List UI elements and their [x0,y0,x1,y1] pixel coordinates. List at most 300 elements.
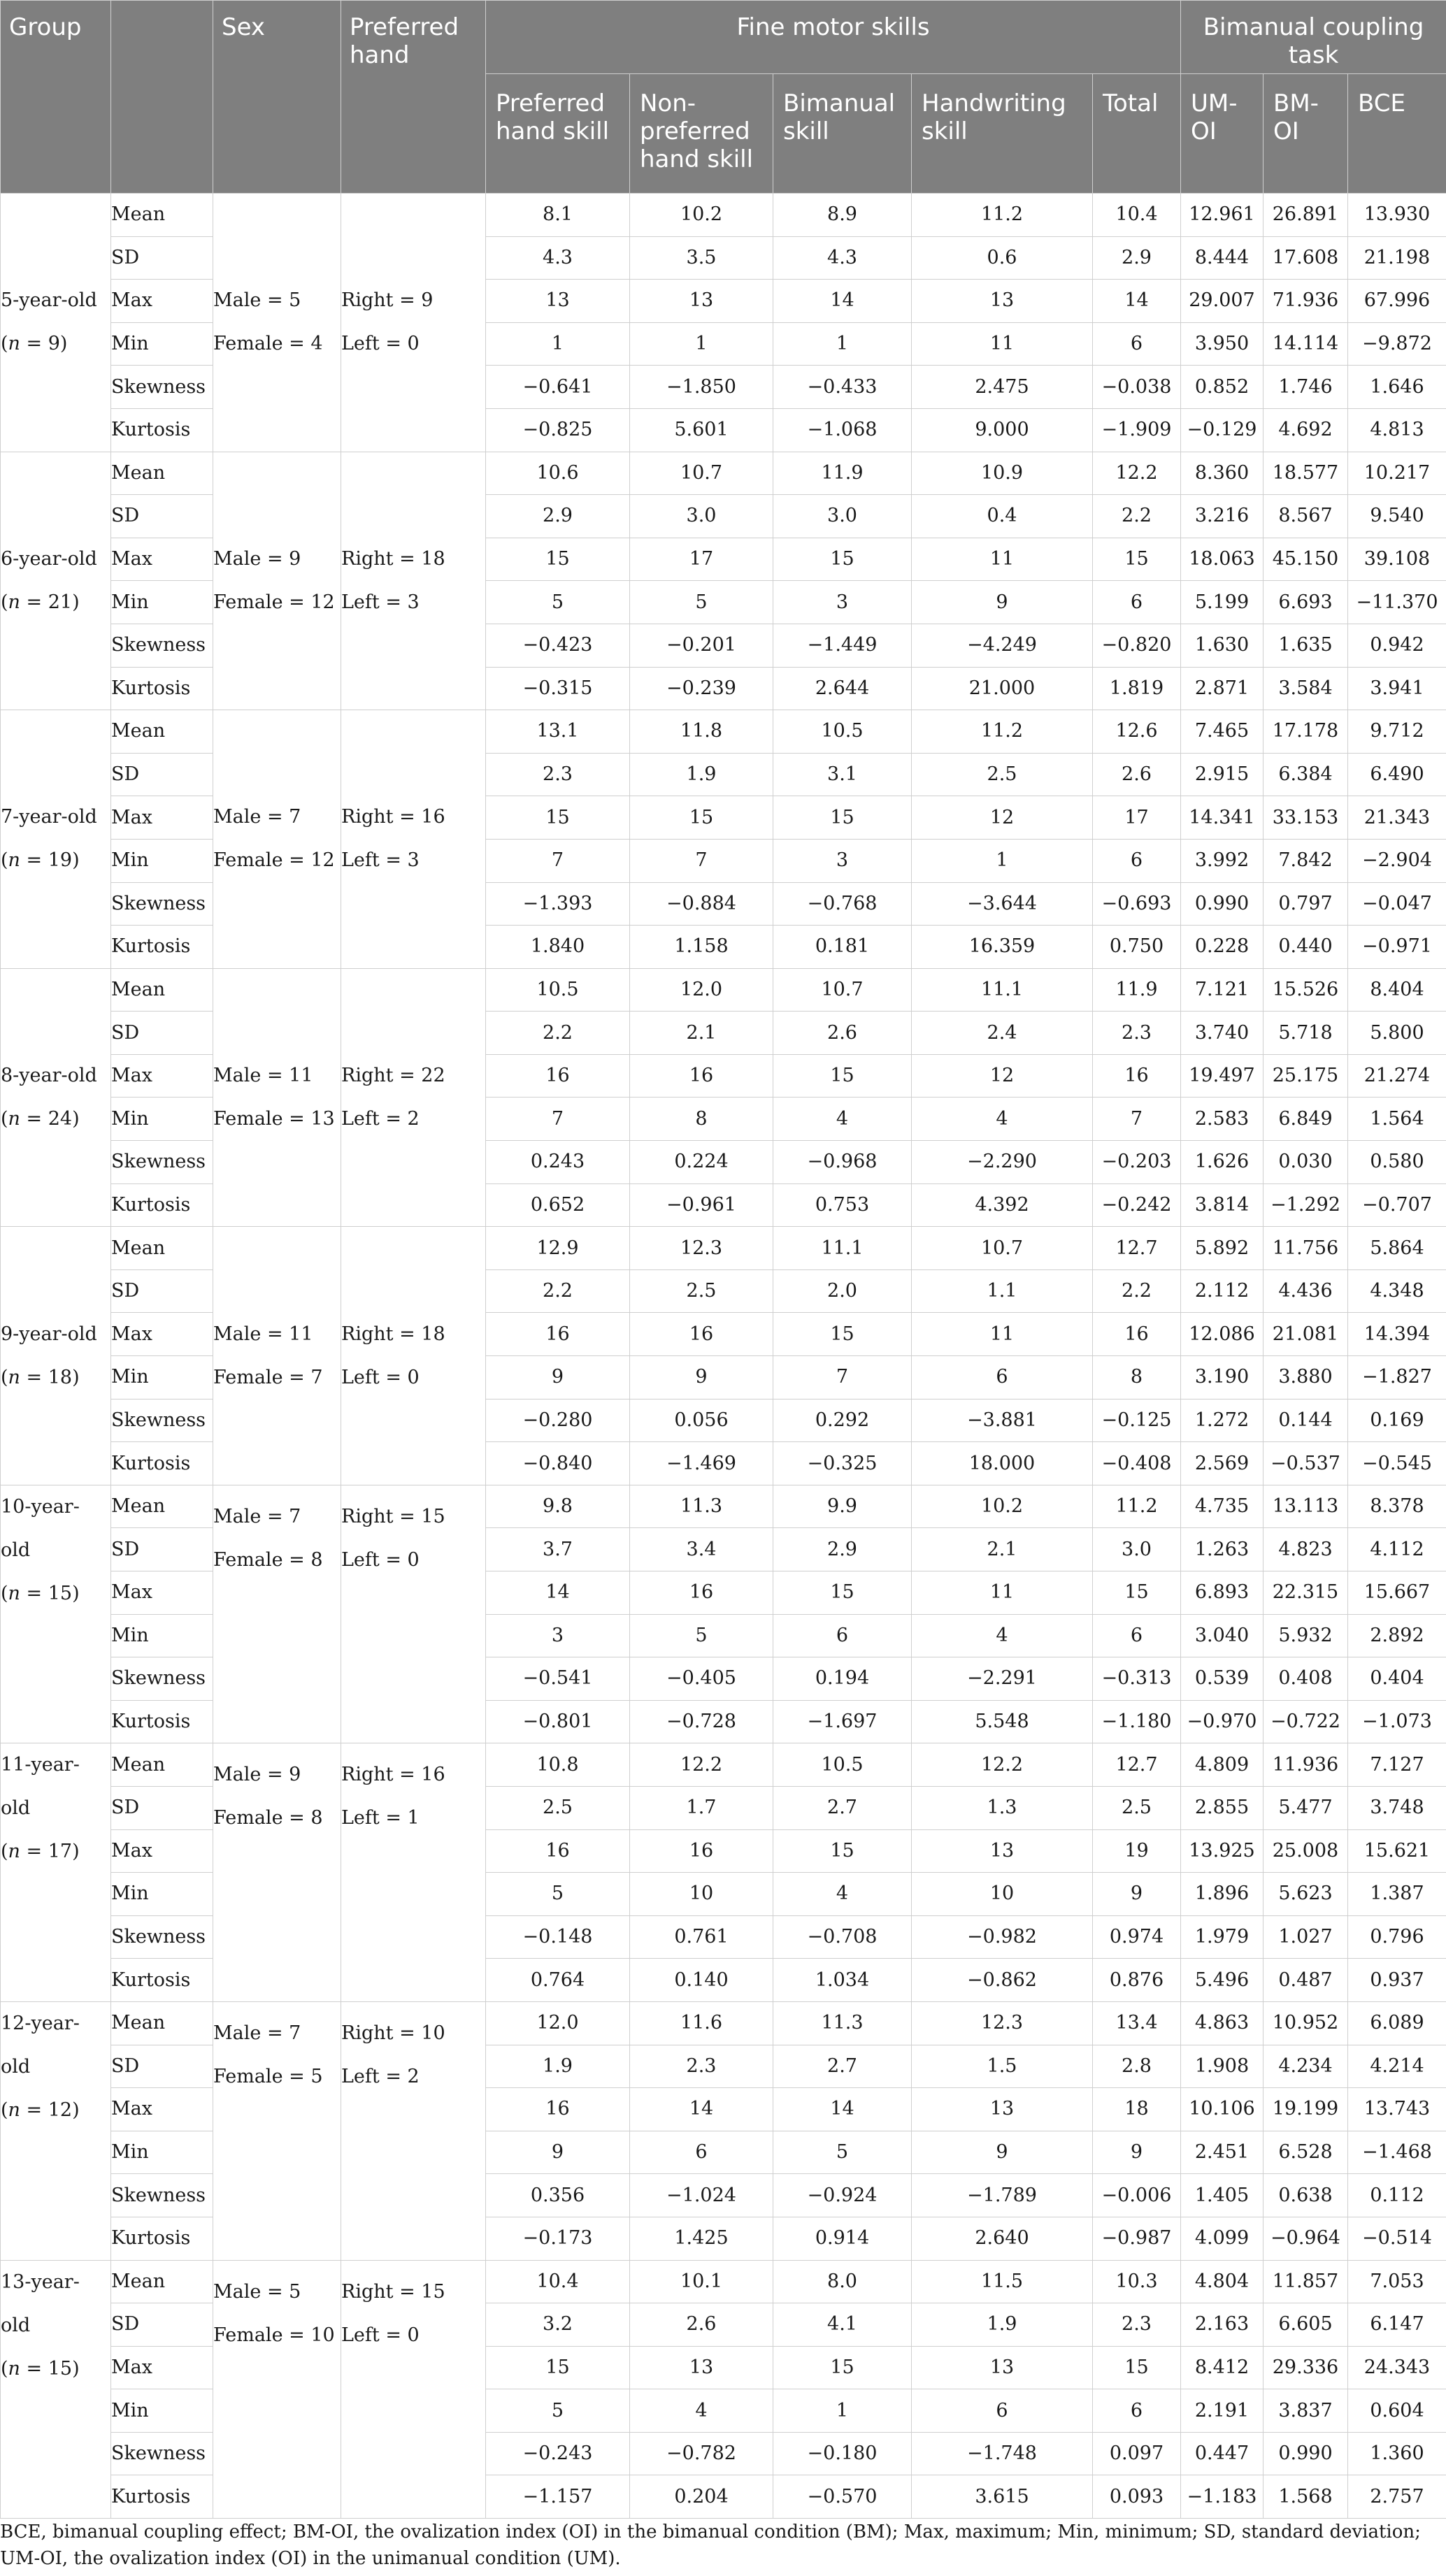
table-cell: 6.528 [1264,2131,1348,2174]
table-cell: 6.089 [1348,2001,1446,2045]
table-cell: −0.971 [1348,926,1446,969]
table-cell: −2.291 [912,1657,1093,1701]
table-cell: 0.876 [1093,1959,1181,2002]
table-cell: 1.746 [1264,366,1348,409]
table-cell: 29.336 [1264,2346,1348,2389]
table-cell: 1.9 [630,753,773,796]
sex-breakdown [213,452,341,710]
stat-label: Max [111,2346,213,2389]
stat-label: Skewness [111,1141,213,1184]
table-cell: 10.106 [1181,2088,1264,2131]
table-cell: 16 [630,1054,773,1098]
table-cell: 15 [773,1313,912,1356]
table-cell: 4.392 [912,1183,1093,1227]
table-cell: −0.982 [912,1915,1093,1959]
group-name-line: 11-year- [1,1754,80,1776]
table-cell: −0.006 [1093,2174,1181,2217]
table-cell: −0.970 [1181,1700,1264,1743]
table-cell: −0.862 [912,1959,1093,2002]
group-n-symbol: n [8,591,20,613]
table-cell: 3 [773,839,912,882]
table-cell: 3.7 [486,1528,630,1571]
table-cell: 11.3 [773,2001,912,2045]
table-cell: 0.228 [1181,926,1264,969]
table-cell: 13 [630,2346,773,2389]
sex-count: Male = 5 [213,289,301,312]
table-cell: −0.313 [1093,1657,1181,1701]
table-cell: 3.2 [486,2303,630,2347]
table-cell: 4.3 [486,236,630,280]
table-cell: 2.451 [1181,2131,1264,2174]
table-cell: 2.3 [1093,1012,1181,1055]
table-cell: 14.394 [1348,1313,1446,1356]
sex-count: Female = 8 [213,1807,323,1829]
table-cell: 1 [912,839,1093,882]
table-cell: −0.514 [1348,2217,1446,2260]
table-cell: 2.892 [1348,1614,1446,1657]
stat-label: Max [111,280,213,323]
table-cell: 18.000 [912,1442,1093,1485]
table-cell: −1.789 [912,2174,1093,2217]
group-label [1,2260,111,2519]
table-cell: 1.158 [630,926,773,969]
sex-count: Female = 12 [213,591,335,613]
table-cell: 5.496 [1181,1959,1264,2002]
sex-count: Male = 5 [213,2280,301,2303]
table-cell: 1.1 [912,1269,1093,1313]
table-cell: 0.140 [630,1959,773,2002]
stat-label: Kurtosis [111,2217,213,2260]
stat-label: Kurtosis [111,1442,213,1485]
table-cell: −1.073 [1348,1700,1446,1743]
table-cell: 5 [630,581,773,624]
table-cell: 12.2 [630,1743,773,1787]
table-cell: 11.2 [912,194,1093,237]
table-cell: 15 [773,1571,912,1615]
table-cell: 29.007 [1181,280,1264,323]
table-cell: 21.198 [1348,236,1446,280]
table-cell: 0.356 [486,2174,630,2217]
table-cell: 13 [912,1829,1093,1873]
table-cell: 6 [1093,322,1181,366]
stat-label: Mean [111,1227,213,1270]
table-cell: 9.712 [1348,710,1446,754]
table-cell: 4.813 [1348,408,1446,452]
group-n-value: = 18 [20,1366,73,1388]
table-cell: 0.914 [773,2217,912,2260]
table-cell: −1.468 [1348,2131,1446,2174]
hand-count: Right = 15 [341,1505,445,1527]
table-cell: 8.360 [1181,452,1264,495]
table-cell: 11 [912,538,1093,581]
table-cell: 5.477 [1264,1786,1348,1829]
table-cell: 2.583 [1181,1098,1264,1141]
table-cell: 8.1 [486,194,630,237]
table-cell: 0.974 [1093,1915,1181,1959]
group-n-symbol: n [8,333,20,355]
table-cell: 1 [630,322,773,366]
table-cell: 15 [1093,2346,1181,2389]
table-cell: 16 [1093,1313,1181,1356]
stat-label: Kurtosis [111,1183,213,1227]
group-n: (n = 9) [1,333,68,355]
sex-count: Female = 12 [213,849,335,872]
table-cell: 0.204 [630,2475,773,2519]
table-cell: 22.315 [1264,1571,1348,1615]
table-cell: 2.3 [630,2045,773,2088]
group-label [1,1743,111,2002]
table-cell: 13 [912,280,1093,323]
header-fine-motor-skills: Fine motor skills [486,1,1181,74]
stat-label: Max [111,1571,213,1615]
table-cell: 12.9 [486,1227,630,1270]
header-sex: Sex [213,1,341,194]
hand-count: Right = 16 [341,1764,445,1786]
table-cell: −0.840 [486,1442,630,1485]
table-cell: −0.570 [773,2475,912,2519]
table-cell: 3.941 [1348,667,1446,710]
group-n-symbol: n [8,2357,20,2380]
table-cell: 4.735 [1181,1485,1264,1528]
sex-count: Male = 9 [213,1764,301,1786]
group-n: (n = 12) [1,2099,80,2121]
table-cell: 5 [486,581,630,624]
sex-count: Female = 8 [213,1548,323,1571]
table-cell: 12.7 [1093,1743,1181,1787]
table-cell: −0.545 [1348,1442,1446,1485]
table-cell: 5.548 [912,1700,1093,1743]
header-preferred-hand: Preferred hand [341,1,486,194]
stat-label: Mean [111,968,213,1012]
stat-label: Mean [111,194,213,237]
table-cell: 25.008 [1264,1829,1348,1873]
table-cell: −0.820 [1093,624,1181,667]
table-cell: 3.216 [1181,495,1264,538]
table-cell: 25.175 [1264,1054,1348,1098]
table-cell: −0.315 [486,667,630,710]
table-cell: 8.567 [1264,495,1348,538]
preferred-hand-breakdown [341,968,486,1227]
table-cell: 39.108 [1348,538,1446,581]
header-bce: BCE [1348,74,1446,194]
table-cell: 2.9 [1093,236,1181,280]
group-n: (n = 21) [1,591,80,613]
table-cell: 12.2 [1093,452,1181,495]
stat-label: Mean [111,452,213,495]
table-cell: 2.475 [912,366,1093,409]
table-cell: 19 [1093,1829,1181,1873]
table-cell: 9 [486,1356,630,1399]
stat-label: Max [111,538,213,581]
table-cell: 1.405 [1181,2174,1264,2217]
table-cell: 9.000 [912,408,1093,452]
table-cell: −0.243 [486,2432,630,2475]
table-cell: 1.034 [773,1959,912,2002]
table-cell: 2.5 [912,753,1093,796]
header-preferred-hand-skill: Preferred hand skill [486,74,630,194]
table-cell: 0.112 [1348,2174,1446,2217]
table-row [1,968,1446,1012]
table-cell: 8.444 [1181,236,1264,280]
table-cell: 9 [1093,2131,1181,2174]
table-cell: −0.423 [486,624,630,667]
table-cell: 16.359 [912,926,1093,969]
table-cell: 2.644 [773,667,912,710]
table-cell: 13.743 [1348,2088,1446,2131]
table-cell: 0.852 [1181,366,1264,409]
table-cell: 1.819 [1093,667,1181,710]
table-cell: 5.199 [1181,581,1264,624]
table-cell: 16 [486,1054,630,1098]
sex-count: Female = 7 [213,1366,323,1388]
table-cell: 17.608 [1264,236,1348,280]
table-cell: 2.4 [912,1012,1093,1055]
table-cell: 15 [1093,538,1181,581]
table-cell: 1.263 [1181,1528,1264,1571]
group-n: (n = 19) [1,849,80,872]
table-cell: 2.5 [1093,1786,1181,1829]
table-cell: −0.047 [1348,882,1446,926]
table-cell: −1.469 [630,1442,773,1485]
table-cell: 4.112 [1348,1528,1446,1571]
table-cell: 3.615 [912,2475,1093,2519]
table-cell: 5.864 [1348,1227,1446,1270]
table-cell: 11.2 [912,710,1093,754]
table-cell: 4.348 [1348,1269,1446,1313]
table-cell: 11.9 [1093,968,1181,1012]
table-cell: 4.436 [1264,1269,1348,1313]
group-n-value: = 15 [20,1582,73,1604]
table-cell: 1 [486,322,630,366]
table-cell: 3.950 [1181,322,1264,366]
table-cell: 12.0 [630,968,773,1012]
table-cell: 6.147 [1348,2303,1446,2347]
table-cell: −0.768 [773,882,912,926]
hand-count: Left = 0 [341,333,420,355]
sex-count: Female = 5 [213,2065,323,2087]
table-cell: −0.961 [630,1183,773,1227]
stat-label: Min [111,2389,213,2433]
stat-label: Kurtosis [111,408,213,452]
table-cell: 71.936 [1264,280,1348,323]
table-cell: −0.801 [486,1700,630,1743]
table-cell: 1.635 [1264,624,1348,667]
stat-label: Min [111,1098,213,1141]
table-cell: −0.964 [1264,2217,1348,2260]
table-cell: −2.290 [912,1141,1093,1184]
table-cell: −1.827 [1348,1356,1446,1399]
table-row [1,2001,1446,2045]
group-n-symbol: n [8,1841,20,1863]
table-cell: 6.693 [1264,581,1348,624]
table-cell: 2.915 [1181,753,1264,796]
table-cell: 14 [773,280,912,323]
table-cell: 15 [1093,1571,1181,1615]
table-cell: 2.0 [773,1269,912,1313]
table-row [1,1227,1446,1270]
table-cell: 17.178 [1264,710,1348,754]
table-cell: 3.040 [1181,1614,1264,1657]
stat-label: Skewness [111,882,213,926]
table-cell: 0.764 [486,1959,630,2002]
stat-label: Min [111,322,213,366]
table-cell: 16 [486,1829,630,1873]
table-cell: −0.924 [773,2174,912,2217]
table-cell: 8 [630,1098,773,1141]
table-cell: 11.6 [630,2001,773,2045]
table-cell: 12 [912,796,1093,840]
table-cell: 13 [912,2346,1093,2389]
table-cell: 3.0 [1093,1528,1181,1571]
table-cell: 2.6 [1093,753,1181,796]
group-n-symbol: n [8,1366,20,1388]
table-cell: 5 [486,1873,630,1916]
table-cell: 4 [773,1098,912,1141]
table-cell: 12.3 [630,1227,773,1270]
table-cell: 3.880 [1264,1356,1348,1399]
table-cell: 3.740 [1181,1012,1264,1055]
table-cell: −11.370 [1348,581,1446,624]
table-cell: 15 [486,796,630,840]
preferred-hand-breakdown [341,2260,486,2519]
table-cell: 10 [630,1873,773,1916]
table-cell: 8.404 [1348,968,1446,1012]
table-cell: 5.718 [1264,1012,1348,1055]
table-cell: −0.641 [486,366,630,409]
table-cell: 1.027 [1264,1915,1348,1959]
table-cell: 0.604 [1348,2389,1446,2433]
table-cell: 5.800 [1348,1012,1446,1055]
table-cell: 0.181 [773,926,912,969]
table-cell: 8.9 [773,194,912,237]
table-cell: 18 [1093,2088,1181,2131]
group-label [1,2001,111,2260]
table-cell: 0.638 [1264,2174,1348,2217]
table-row [1,710,1446,754]
table-cell: 6 [630,2131,773,2174]
sex-breakdown [213,1485,341,1743]
table-cell: 5.932 [1264,1614,1348,1657]
hand-count: Right = 18 [341,547,445,570]
stat-label: Min [111,1614,213,1657]
table-cell: 0.797 [1264,882,1348,926]
table-row [1,194,1446,237]
table-cell: −0.239 [630,667,773,710]
table-cell: 16 [630,1571,773,1615]
table-cell: 1.896 [1181,1873,1264,1916]
table-cell: 0.194 [773,1657,912,1701]
preferred-hand-breakdown [341,1227,486,1485]
table-cell: 7 [1093,1098,1181,1141]
hand-count: Right = 18 [341,1323,445,1345]
table-cell: −1.850 [630,366,773,409]
sex-breakdown [213,1227,341,1485]
stat-label: Skewness [111,624,213,667]
table-cell: 0.942 [1348,624,1446,667]
table-cell: 13.113 [1264,1485,1348,1528]
table-cell: 10.7 [630,452,773,495]
table-cell: −0.129 [1181,408,1264,452]
table-cell: 5 [486,2389,630,2433]
table-cell: 15.667 [1348,1571,1446,1615]
table-cell: 11.1 [773,1227,912,1270]
group-name: 6-year-old [1,547,97,570]
stat-label: Max [111,1313,213,1356]
table-cell: 6 [1093,1614,1181,1657]
table-cell: 7 [486,839,630,882]
header-bm-oi: BM-OI [1264,74,1348,194]
stat-label: Mean [111,1485,213,1528]
table-cell: −4.249 [912,624,1093,667]
table-cell: 19.199 [1264,2088,1348,2131]
stat-label: Kurtosis [111,2475,213,2519]
table-cell: 0.652 [486,1183,630,1227]
table-cell: 15 [773,796,912,840]
table-cell: 4 [912,1098,1093,1141]
table-cell: 9 [912,581,1093,624]
stat-label: Min [111,1356,213,1399]
group-n: (n = 15) [1,1582,80,1604]
table-cell: 0.404 [1348,1657,1446,1701]
table-cell: −1.157 [486,2475,630,2519]
table-cell: 21.000 [912,667,1093,710]
table-cell: 4.804 [1181,2260,1264,2303]
table-cell: 1.646 [1348,366,1446,409]
table-cell: 2.757 [1348,2475,1446,2519]
table-cell: 21.343 [1348,796,1446,840]
table-cell: 10.5 [773,1743,912,1787]
table-row [1,1485,1446,1528]
stat-label: SD [111,495,213,538]
table-cell: 10.5 [486,968,630,1012]
stat-label: Max [111,2088,213,2131]
stat-label: Skewness [111,2432,213,2475]
stat-label: Min [111,581,213,624]
table-cell: 11.9 [773,452,912,495]
preferred-hand-breakdown [341,710,486,969]
stat-label: Min [111,2131,213,2174]
table-cell: 3.0 [630,495,773,538]
stat-label: Kurtosis [111,926,213,969]
group-n-value: = 24 [20,1107,73,1130]
table-cell: −1.909 [1093,408,1181,452]
stat-label: Max [111,796,213,840]
hand-count: Right = 22 [341,1064,445,1086]
header-bimanual-coupling-task: Bimanual coupling task [1181,1,1446,74]
table-cell: 2.640 [912,2217,1093,2260]
table-cell: 2.3 [486,753,630,796]
table-cell: −0.541 [486,1657,630,1701]
table-cell: 0.030 [1264,1141,1348,1184]
table-cell: 10.7 [912,1227,1093,1270]
table-cell: 3.584 [1264,667,1348,710]
table-cell: 0.990 [1264,2432,1348,2475]
table-cell: 4.863 [1181,2001,1264,2045]
table-cell: 67.996 [1348,280,1446,323]
table-cell: 9 [912,2131,1093,2174]
table-cell: 1.840 [486,926,630,969]
table-cell: 2.1 [630,1012,773,1055]
table-cell: 2.8 [1093,2045,1181,2088]
table-cell: 12.961 [1181,194,1264,237]
table-cell: 12.2 [912,1743,1093,1787]
table-cell: 12 [912,1054,1093,1098]
table-cell: 16 [630,1313,773,1356]
table-cell: −1.292 [1264,1183,1348,1227]
table-cell: 19.497 [1181,1054,1264,1098]
stat-label: Mean [111,2001,213,2045]
group-name-line: old [1,2055,31,2078]
